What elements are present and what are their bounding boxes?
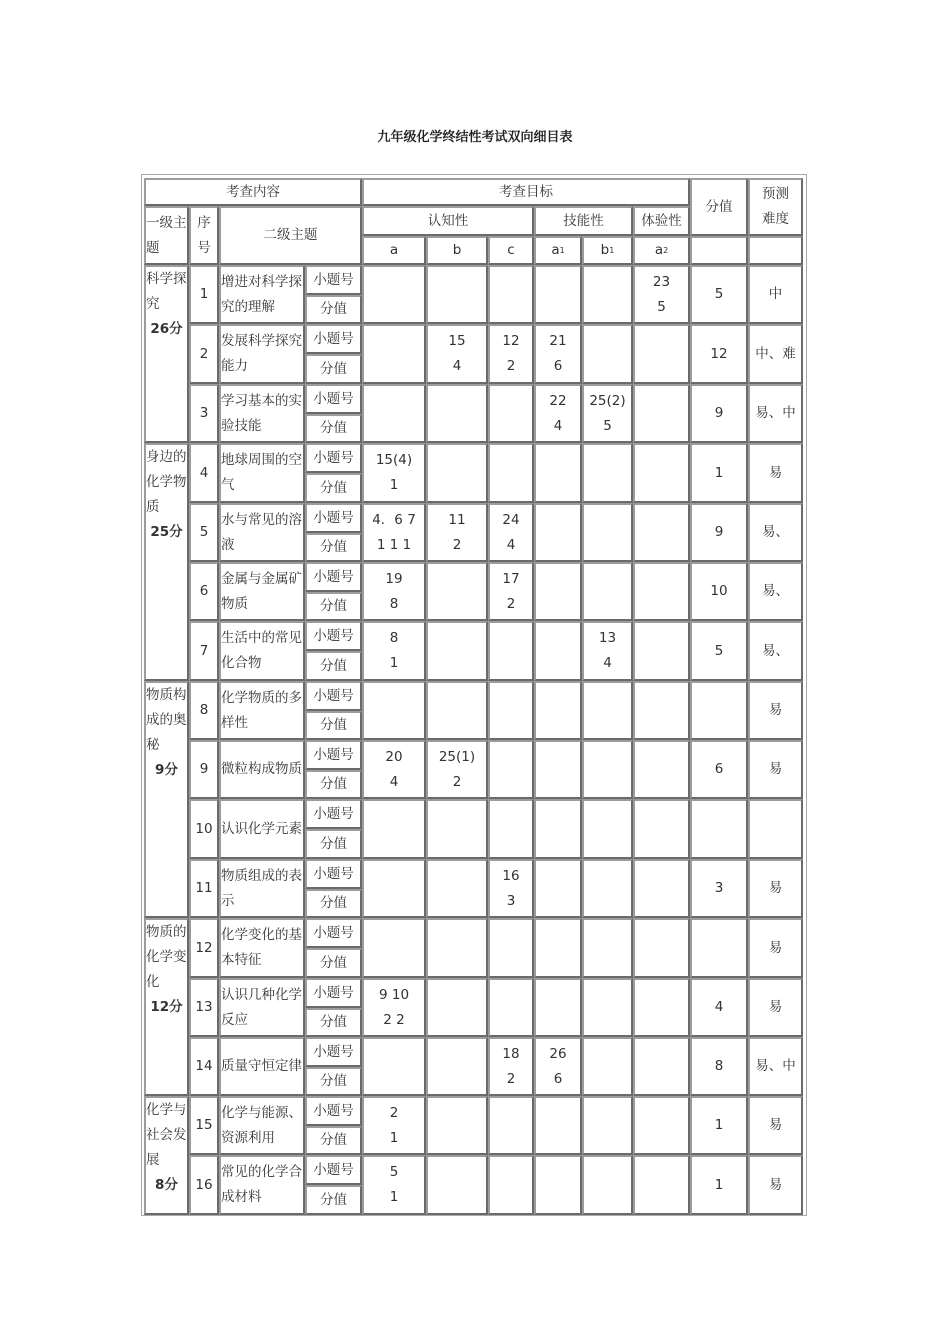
row-difficulty: 易 — [748, 740, 803, 799]
row-seq: 8 — [189, 681, 219, 740]
row-pts-label: 分值 — [305, 1067, 362, 1096]
row-cell-a2 — [633, 1155, 690, 1215]
row-cell-c — [488, 681, 534, 740]
row-difficulty: 易、 — [748, 562, 803, 621]
row-cell-a1 — [534, 859, 582, 918]
row-cell-a1 — [534, 621, 582, 681]
row-cell-b — [426, 681, 488, 740]
row-cell-a: 8 1 — [362, 621, 426, 681]
row-cell-a1 — [534, 503, 582, 562]
header-skill: 技能性 — [534, 206, 633, 236]
row-cell-a1 — [534, 681, 582, 740]
row-difficulty: 易 — [748, 918, 803, 978]
row-cell-b1 — [582, 918, 633, 978]
header-col-c — [488, 236, 534, 265]
section-score: 25分 — [150, 524, 183, 540]
row-cell-b1 — [582, 562, 633, 621]
row-cell-c: 16 3 — [488, 859, 534, 918]
row-cell-a2 — [633, 1096, 690, 1155]
row-cell-b — [426, 1037, 488, 1096]
row-topic: 微粒构成物质 — [219, 740, 305, 799]
row-cell-a: 20 4 — [362, 740, 426, 799]
row-pts-label: 分值 — [305, 1126, 362, 1155]
row-cell-a1 — [534, 1155, 582, 1215]
row-cell-a1 — [534, 562, 582, 621]
row-difficulty: 易 — [748, 978, 803, 1037]
row-cell-a1 — [534, 443, 582, 503]
row-cell-b1 — [582, 1096, 633, 1155]
row-pts-label: 分值 — [305, 948, 362, 978]
row-cell-a2 — [633, 503, 690, 562]
row-cell-c — [488, 1096, 534, 1155]
row-score: 1 — [690, 1155, 748, 1215]
row-pts-label: 分值 — [305, 770, 362, 799]
row-qnum-label: 小题号 — [305, 799, 362, 829]
section-score: 9分 — [155, 762, 178, 778]
row-pts-label: 分值 — [305, 592, 362, 621]
row-topic: 化学物质的多 样性 — [219, 681, 305, 740]
header-level2: 二级主题 — [219, 206, 362, 265]
row-score: 9 — [690, 503, 748, 562]
row-qnum-label: 小题号 — [305, 1096, 362, 1126]
row-pts-label: 分值 — [305, 651, 362, 681]
header-level1: 一级主 题 — [144, 206, 189, 265]
row-score: 12 — [690, 324, 748, 384]
row-pts-label: 分值 — [305, 1008, 362, 1037]
row-cell-b1: 13 4 — [582, 621, 633, 681]
row-pts-label: 分值 — [305, 889, 362, 918]
header-score: 分值 — [690, 178, 748, 236]
header-col-a1-subscript: 1 — [559, 246, 565, 255]
header-col-b — [426, 236, 488, 265]
row-cell-c — [488, 621, 534, 681]
header-col-a-label: a — [389, 242, 399, 258]
row-cell-a2 — [633, 621, 690, 681]
row-cell-a1: 22 4 — [534, 384, 582, 443]
row-seq: 6 — [189, 562, 219, 621]
row-seq: 13 — [189, 978, 219, 1037]
row-topic: 生活中的常见 化合物 — [219, 621, 305, 681]
row-difficulty: 易 — [748, 859, 803, 918]
header-difficulty: 预测 难度 — [748, 178, 803, 236]
section-score: 12分 — [150, 999, 183, 1015]
row-topic: 发展科学探究 能力 — [219, 324, 305, 384]
row-cell-c — [488, 918, 534, 978]
row-topic: 认识几种化学 反应 — [219, 978, 305, 1037]
row-score: 5 — [690, 265, 748, 324]
row-seq: 3 — [189, 384, 219, 443]
row-cell-a1 — [534, 1096, 582, 1155]
row-score: 6 — [690, 740, 748, 799]
section-name: 身边的 化学物 质 — [146, 449, 187, 515]
row-score: 3 — [690, 859, 748, 918]
row-cell-b — [426, 859, 488, 918]
section-4 — [144, 918, 189, 1096]
row-cell-c — [488, 740, 534, 799]
row-topic: 水与常见的溶 液 — [219, 503, 305, 562]
row-cell-a — [362, 918, 426, 978]
row-cell-a2 — [633, 681, 690, 740]
row-cell-a: 2 1 — [362, 1096, 426, 1155]
row-cell-a — [362, 1037, 426, 1096]
row-cell-b1 — [582, 324, 633, 384]
row-seq: 5 — [189, 503, 219, 562]
section-1 — [144, 265, 189, 443]
row-pts-label: 分值 — [305, 414, 362, 443]
row-qnum-label: 小题号 — [305, 681, 362, 711]
row-cell-a2 — [633, 799, 690, 859]
row-cell-b1 — [582, 799, 633, 859]
row-cell-a1 — [534, 799, 582, 859]
header-cognitive: 认知性 — [362, 206, 534, 236]
row-cell-a2 — [633, 443, 690, 503]
row-topic: 物质组成的表 示 — [219, 859, 305, 918]
row-cell-b1 — [582, 681, 633, 740]
row-topic: 化学变化的基 本特征 — [219, 918, 305, 978]
row-cell-c: 18 2 — [488, 1037, 534, 1096]
header-col-b1-subscript: 1 — [609, 246, 615, 255]
row-difficulty: 易 — [748, 1096, 803, 1155]
row-cell-b1 — [582, 859, 633, 918]
header-content: 考查内容 — [144, 178, 362, 206]
header-difficulty-blank — [748, 236, 803, 265]
row-cell-a1: 21 6 — [534, 324, 582, 384]
row-score: 1 — [690, 443, 748, 503]
row-cell-b — [426, 1096, 488, 1155]
row-seq: 12 — [189, 918, 219, 978]
row-cell-b — [426, 978, 488, 1037]
row-cell-a — [362, 859, 426, 918]
row-difficulty: 易 — [748, 443, 803, 503]
row-seq: 15 — [189, 1096, 219, 1155]
row-qnum-label: 小题号 — [305, 740, 362, 770]
section-name: 科学探 究 — [146, 271, 187, 312]
row-topic: 金属与金属矿 物质 — [219, 562, 305, 621]
header-col-a2 — [633, 236, 690, 265]
row-qnum-label: 小题号 — [305, 384, 362, 414]
row-qnum-label: 小题号 — [305, 859, 362, 889]
section-3 — [144, 681, 189, 918]
section-name: 物质的 化学变 化 — [146, 924, 187, 990]
section-5 — [144, 1096, 189, 1215]
row-cell-a — [362, 384, 426, 443]
row-difficulty: 中 — [748, 265, 803, 324]
row-cell-c: 17 2 — [488, 562, 534, 621]
row-cell-c — [488, 443, 534, 503]
row-pts-label: 分值 — [305, 473, 362, 503]
row-cell-b — [426, 265, 488, 324]
row-score: 9 — [690, 384, 748, 443]
header-seq: 序 号 — [189, 206, 219, 265]
row-cell-a1 — [534, 265, 582, 324]
header-col-a1 — [534, 236, 582, 265]
row-qnum-label: 小题号 — [305, 621, 362, 651]
row-cell-c — [488, 978, 534, 1037]
row-cell-b1: 25(2) 5 — [582, 384, 633, 443]
row-cell-a2 — [633, 324, 690, 384]
row-cell-b: 25(1) 2 — [426, 740, 488, 799]
row-qnum-label: 小题号 — [305, 503, 362, 533]
row-pts-label: 分值 — [305, 711, 362, 740]
row-seq: 7 — [189, 621, 219, 681]
row-cell-a2 — [633, 978, 690, 1037]
row-cell-a: 4．6 7 1 1 1 — [362, 503, 426, 562]
row-seq: 9 — [189, 740, 219, 799]
row-score: 1 — [690, 1096, 748, 1155]
header-col-a2-label: a — [654, 242, 664, 258]
page-title: 九年级化学终结性考试双向细目表 — [377, 130, 573, 145]
row-cell-b — [426, 621, 488, 681]
row-seq: 1 — [189, 265, 219, 324]
row-cell-c: 12 2 — [488, 324, 534, 384]
header-target: 考查目标 — [362, 178, 690, 206]
row-score: 10 — [690, 562, 748, 621]
row-cell-b — [426, 799, 488, 859]
row-cell-a2: 23 5 — [633, 265, 690, 324]
row-pts-label: 分值 — [305, 829, 362, 859]
section-name: 化学与 社会发 展 — [146, 1102, 187, 1168]
row-qnum-label: 小题号 — [305, 1037, 362, 1067]
row-qnum-label: 小题号 — [305, 265, 362, 295]
row-difficulty: 易、 — [748, 503, 803, 562]
row-difficulty: 中、难 — [748, 324, 803, 384]
row-topic: 增进对科学探 究的理解 — [219, 265, 305, 324]
header-col-a1-label: a — [551, 242, 560, 258]
row-qnum-label: 小题号 — [305, 324, 362, 354]
row-topic: 地球周围的空 气 — [219, 443, 305, 503]
row-cell-a2 — [633, 918, 690, 978]
row-cell-b1 — [582, 265, 633, 324]
row-cell-b1 — [582, 978, 633, 1037]
row-score — [690, 799, 748, 859]
row-cell-b — [426, 443, 488, 503]
row-cell-c — [488, 799, 534, 859]
row-qnum-label: 小题号 — [305, 978, 362, 1008]
row-topic: 认识化学元素 — [219, 799, 305, 859]
row-cell-a: 5 1 — [362, 1155, 426, 1215]
row-topic: 质量守恒定律 — [219, 1037, 305, 1096]
row-cell-a1 — [534, 918, 582, 978]
row-seq: 2 — [189, 324, 219, 384]
row-cell-c — [488, 384, 534, 443]
row-score: 5 — [690, 621, 748, 681]
section-2 — [144, 443, 189, 681]
row-cell-b1 — [582, 1155, 633, 1215]
row-seq: 14 — [189, 1037, 219, 1096]
row-cell-a — [362, 265, 426, 324]
row-difficulty: 易、中 — [748, 1037, 803, 1096]
row-cell-b: 15 4 — [426, 324, 488, 384]
row-difficulty — [748, 799, 803, 859]
row-cell-c: 24 4 — [488, 503, 534, 562]
header-col-b1 — [582, 236, 633, 265]
row-score — [690, 681, 748, 740]
header-col-a — [362, 236, 426, 265]
section-name: 物质构 成的奥 秘 — [146, 687, 187, 753]
row-cell-a — [362, 324, 426, 384]
row-qnum-label: 小题号 — [305, 918, 362, 948]
row-cell-a1: 26 6 — [534, 1037, 582, 1096]
row-cell-b — [426, 1155, 488, 1215]
row-cell-a: 15(4) 1 — [362, 443, 426, 503]
row-cell-a2 — [633, 859, 690, 918]
row-cell-b: 11 2 — [426, 503, 488, 562]
row-cell-a: 9 10 2 2 — [362, 978, 426, 1037]
row-cell-b1 — [582, 1037, 633, 1096]
row-cell-a2 — [633, 384, 690, 443]
section-score: 8分 — [155, 1177, 178, 1193]
row-qnum-label: 小题号 — [305, 443, 362, 473]
row-cell-c — [488, 265, 534, 324]
row-pts-label: 分值 — [305, 1185, 362, 1215]
row-difficulty: 易、中 — [748, 384, 803, 443]
header-col-c-label: c — [507, 242, 515, 258]
header-col-b1-label: b — [600, 242, 610, 258]
row-cell-b — [426, 384, 488, 443]
row-cell-a2 — [633, 740, 690, 799]
header-experience: 体验性 — [633, 206, 690, 236]
row-seq: 10 — [189, 799, 219, 859]
row-score: 4 — [690, 978, 748, 1037]
section-score: 26分 — [150, 321, 183, 337]
row-cell-b — [426, 562, 488, 621]
row-cell-a2 — [633, 1037, 690, 1096]
row-cell-a2 — [633, 562, 690, 621]
row-seq: 11 — [189, 859, 219, 918]
row-qnum-label: 小题号 — [305, 1155, 362, 1185]
row-difficulty: 易、 — [748, 621, 803, 681]
row-pts-label: 分值 — [305, 295, 362, 324]
row-cell-b1 — [582, 740, 633, 799]
row-cell-a1 — [534, 978, 582, 1037]
header-col-a2-subscript: 2 — [663, 246, 669, 255]
row-cell-b — [426, 918, 488, 978]
row-pts-label: 分值 — [305, 533, 362, 562]
row-cell-c — [488, 1155, 534, 1215]
row-cell-a — [362, 799, 426, 859]
row-score: 8 — [690, 1037, 748, 1096]
header-score-blank — [690, 236, 748, 265]
row-seq: 4 — [189, 443, 219, 503]
row-topic: 常见的化学合 成材料 — [219, 1155, 305, 1215]
row-difficulty: 易 — [748, 1155, 803, 1215]
row-score — [690, 918, 748, 978]
row-cell-a1 — [534, 740, 582, 799]
row-cell-a — [362, 681, 426, 740]
row-topic: 化学与能源、 资源利用 — [219, 1096, 305, 1155]
header-col-b-label: b — [452, 242, 462, 258]
row-qnum-label: 小题号 — [305, 562, 362, 592]
row-seq: 16 — [189, 1155, 219, 1215]
row-difficulty: 易 — [748, 681, 803, 740]
row-topic: 学习基本的实 验技能 — [219, 384, 305, 443]
row-cell-a: 19 8 — [362, 562, 426, 621]
row-pts-label: 分值 — [305, 354, 362, 384]
row-cell-b1 — [582, 503, 633, 562]
row-cell-b1 — [582, 443, 633, 503]
